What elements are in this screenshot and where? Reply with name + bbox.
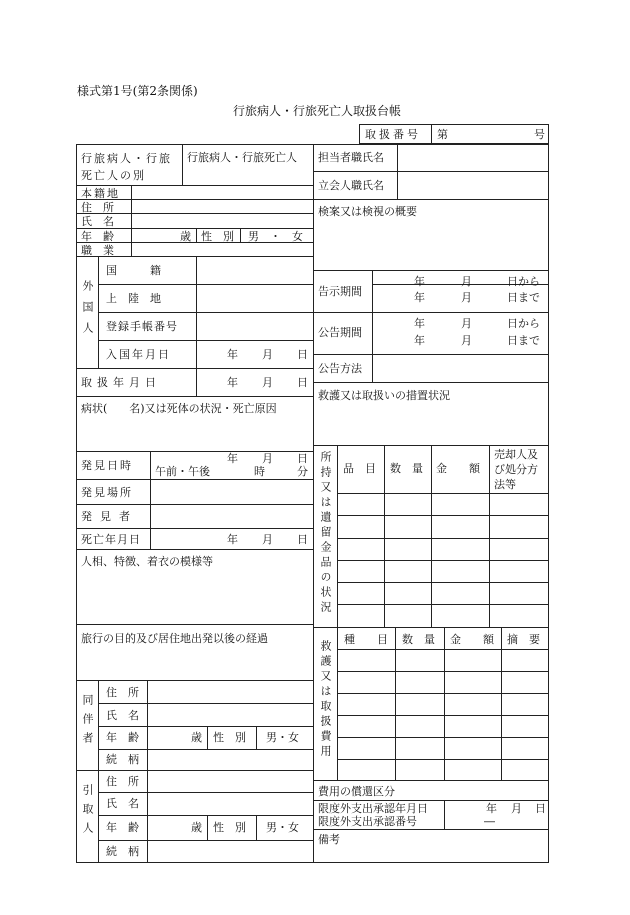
jusho-label: 住 所 bbox=[81, 201, 114, 214]
kokuji-from-label: 日から bbox=[507, 275, 540, 288]
koukoku-hoho-field[interactable] bbox=[374, 356, 546, 381]
gozen-gogo-options[interactable]: 午前・午後 bbox=[155, 465, 210, 478]
shibo-month: 月 bbox=[262, 533, 273, 546]
koukoku-to-label: 日まで bbox=[507, 334, 540, 347]
gendo-dash: ― bbox=[484, 815, 495, 828]
belongings-shobun-header: 売却人及び処分方法等 bbox=[494, 448, 538, 491]
receiver-nenrei-label: 年 齢 bbox=[106, 821, 139, 834]
koukoku-to-year: 年 bbox=[414, 334, 425, 347]
shokugyo-label: 職 業 bbox=[81, 244, 114, 257]
gendo-month: 月 bbox=[511, 802, 522, 815]
companion-jusho-label: 住 所 bbox=[106, 686, 139, 699]
foreigner-side-label: 外国人 bbox=[81, 280, 94, 343]
record-number-field[interactable] bbox=[448, 126, 530, 142]
toriatsukai-year: 年 bbox=[227, 376, 238, 389]
sai-label: 歳 bbox=[180, 230, 191, 243]
receiver-danjo-options[interactable]: 男・女 bbox=[266, 821, 299, 834]
seibetsu-label: 性 別 bbox=[201, 230, 234, 243]
receiver-side-label: 引取人 bbox=[81, 784, 94, 841]
gendo-year: 年 bbox=[486, 802, 497, 815]
nyukoku-day: 日 bbox=[297, 348, 308, 361]
companion-zokugara-label: 続 柄 bbox=[106, 753, 139, 766]
nyukoku-year: 年 bbox=[227, 348, 238, 361]
expenses-tekiyo-header: 摘 要 bbox=[507, 633, 540, 646]
koukoku-label: 公告期間 bbox=[318, 326, 362, 339]
record-dai: 第 bbox=[437, 128, 448, 141]
koukoku-hoho-label: 公告方法 bbox=[318, 362, 362, 375]
receiver-sai-label: 歳 bbox=[191, 821, 202, 834]
companion-danjo-options[interactable]: 男・女 bbox=[266, 731, 299, 744]
shibo-year: 年 bbox=[227, 533, 238, 546]
tachiai-label: 立会人職氏名 bbox=[318, 179, 384, 192]
type-options[interactable]: 行旅病人・行旅死亡人 bbox=[187, 151, 297, 164]
belongings-side-label: 所持又は遺留金品の状況 bbox=[319, 451, 332, 616]
companion-side-label: 同伴者 bbox=[81, 694, 94, 751]
belongings-kingaku-header: 金 額 bbox=[436, 462, 480, 475]
shibo-day: 日 bbox=[297, 533, 308, 546]
kokuji-to-year: 年 bbox=[414, 291, 425, 304]
hakken-basho-field[interactable] bbox=[152, 481, 311, 503]
nyukoku-month: 月 bbox=[262, 348, 273, 361]
expenses-suryo-header: 数 量 bbox=[402, 633, 435, 646]
toriatsukai-month: 月 bbox=[262, 376, 273, 389]
receiver-zokugara-label: 続 柄 bbox=[106, 845, 139, 858]
biko-field[interactable] bbox=[346, 831, 546, 861]
joriku-label: 上 陸 地 bbox=[106, 292, 161, 305]
shimei-field[interactable] bbox=[133, 214, 311, 227]
ryoko-label: 旅行の目的及び居住地出発以後の経過 bbox=[81, 632, 268, 645]
koukoku-from-year: 年 bbox=[414, 317, 425, 330]
gendo-day: 日 bbox=[535, 802, 546, 815]
kokuji-to-label: 日まで bbox=[507, 291, 540, 304]
shibo-date-label: 死亡年月日 bbox=[81, 533, 141, 546]
receiver-jusho-label: 住 所 bbox=[106, 775, 139, 788]
expenses-shumoku-header: 種 目 bbox=[344, 633, 388, 646]
toriatsukai-day: 日 bbox=[297, 376, 308, 389]
companion-seibetsu-label: 性 別 bbox=[213, 731, 246, 744]
hakken-basho-label: 発見場所 bbox=[81, 486, 133, 499]
shokugyo-field[interactable] bbox=[133, 243, 311, 256]
nenrei-label: 年 齢 bbox=[81, 230, 114, 243]
receiver-shimei-label: 氏 名 bbox=[106, 797, 139, 810]
hakkensha-label: 発見者 bbox=[81, 510, 138, 523]
koukoku-from-month: 月 bbox=[461, 317, 472, 330]
companion-nenrei-label: 年 齢 bbox=[106, 731, 139, 744]
tanto-field[interactable] bbox=[399, 146, 546, 170]
honseki-label: 本籍地 bbox=[81, 187, 120, 200]
type-label: 行旅病人・行旅死亡人の別 bbox=[81, 152, 172, 182]
hakken-day: 日 bbox=[297, 452, 308, 465]
koukoku-to-month: 月 bbox=[461, 334, 472, 347]
byojo-label: 病状( 名)又は死体の状況・死亡原因 bbox=[81, 402, 277, 415]
companion-shimei-label: 氏 名 bbox=[106, 709, 139, 722]
kokuji-label: 告示期間 bbox=[318, 285, 362, 298]
hakken-month: 月 bbox=[262, 452, 273, 465]
honseki-field[interactable] bbox=[133, 186, 311, 199]
ji-label: 時 bbox=[254, 465, 265, 478]
kokuji-from-year: 年 bbox=[414, 275, 425, 288]
tachiai-field[interactable] bbox=[399, 173, 546, 198]
shimei-label: 氏 名 bbox=[81, 215, 114, 228]
kokuseki-label: 国 籍 bbox=[106, 264, 161, 277]
form-number: 様式第1号(第2条関係) bbox=[77, 84, 198, 98]
belongings-hinmoku-header: 品 目 bbox=[343, 462, 376, 475]
companion-sai-label: 歳 bbox=[191, 731, 202, 744]
toroku-label: 登録手帳番号 bbox=[106, 320, 178, 333]
tanto-label: 担当者職氏名 bbox=[318, 151, 384, 164]
kyugo-sochi-label: 救護又は取扱いの措置状況 bbox=[318, 389, 450, 402]
ninso-label: 人相、特徴、着衣の模様等 bbox=[81, 555, 213, 568]
toriatsukai-date-label: 取扱年月日 bbox=[81, 376, 161, 389]
kokuji-to-month: 月 bbox=[461, 291, 472, 304]
danjo-options[interactable]: 男 ・ 女 bbox=[248, 230, 303, 243]
hakken-year: 年 bbox=[227, 452, 238, 465]
jusho-field[interactable] bbox=[133, 200, 311, 213]
receiver-seibetsu-label: 性 別 bbox=[213, 821, 246, 834]
expenses-kingaku-header: 金 額 bbox=[450, 633, 494, 646]
fun-label: 分 bbox=[297, 465, 308, 478]
record-go: 号 bbox=[534, 128, 545, 141]
kenan-label: 検案又は検視の概要 bbox=[318, 205, 417, 218]
gendo-no-label: 限度外支出承認番号 bbox=[318, 815, 417, 828]
hakken-nichiji-label: 発見日時 bbox=[81, 459, 133, 472]
belongings-suryo-header: 数 量 bbox=[390, 462, 423, 475]
record-number-label: 取扱番号 bbox=[365, 128, 421, 141]
expenses-side-label: 救護又は取扱費用 bbox=[319, 640, 332, 760]
gendo-date-label: 限度外支出承認年月日 bbox=[318, 802, 428, 815]
kokuji-from-month: 月 bbox=[461, 275, 472, 288]
nyukoku-label: 入国年月日 bbox=[106, 348, 171, 361]
biko-label: 備考 bbox=[318, 833, 340, 846]
shokan-label: 費用の償還区分 bbox=[318, 785, 395, 798]
page-title: 行旅病人・行旅死亡人取扱台帳 bbox=[233, 104, 402, 118]
koukoku-from-label: 日から bbox=[507, 317, 540, 330]
hakkensha-field[interactable] bbox=[152, 506, 311, 527]
